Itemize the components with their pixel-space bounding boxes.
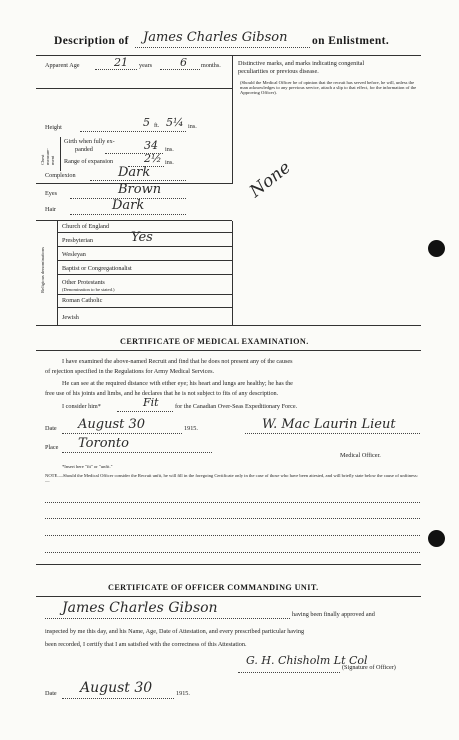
age-months-value: 6 <box>180 56 187 69</box>
age-years-unit: years <box>139 62 153 69</box>
officer-line2: inspected by me this day, and his Name, Age, Date of Attestation, and every prescribed particular having <box>45 628 305 635</box>
religion-baptist: Baptist or Congregationalist <box>62 265 132 272</box>
complexion-value: Dark <box>118 165 151 180</box>
title-name: James Charles Gibson <box>143 30 288 45</box>
religion-other: Other Protestants <box>62 279 105 286</box>
chest-range-unit: ins. <box>165 159 174 166</box>
officer-line1-suffix: having been finally approved and <box>292 611 375 618</box>
medical-para2-line2: free use of his joints and limbs, and he declares that he is not subject to fits of any description. <box>45 390 279 397</box>
distinctive-marks-note: (Should the Medical Officer be of opinion that the recruit has served before, he will, unless the man acknowledges to any previous service, attach a slip to that effect, for the information of the Approving Officer). <box>240 80 417 96</box>
medical-consider-suffix: for the Canadian Over-Seas Expeditionary Force. <box>175 403 298 410</box>
officer-name-value: James Charles Gibson <box>62 600 218 616</box>
medical-para1-line1: I have examined the above-named Recruit and find that he does not present any of the causes <box>62 358 293 365</box>
height-in-unit: ins. <box>188 123 197 130</box>
age-years-value: 21 <box>114 56 128 69</box>
medical-place-value: Toronto <box>78 436 129 451</box>
hair-label: Hair <box>45 206 56 213</box>
religion-other-note: (Denomination to be stated.) <box>62 287 115 292</box>
religion-side-label: Religious denominations <box>40 247 45 293</box>
eyes-label: Eyes <box>45 190 58 197</box>
medical-date-value: August 30 <box>78 417 146 432</box>
medical-fit-value: Fit <box>143 396 159 409</box>
chest-girth-label-2: panded <box>75 146 93 153</box>
medical-para1-line2: of rejection specified in the Regulations for Army Medical Services. <box>45 368 215 375</box>
punch-hole-bottom <box>428 530 445 547</box>
eyes-value: Brown <box>118 182 162 197</box>
height-value: 5 <box>143 116 150 129</box>
officer-line3: been recorded, I certify that I am satisfied with the correctness of this Attestation. <box>45 641 247 648</box>
medical-officer-label: Medical Officer. <box>340 452 381 459</box>
chest-range-value: 2½ <box>144 152 162 165</box>
officer-heading: CERTIFICATE OF OFFICER COMMANDING UNIT. <box>108 583 319 592</box>
chest-girth-value: 34 <box>144 139 158 152</box>
religion-wesleyan: Wesleyan <box>62 251 86 258</box>
age-label: Apparent Age <box>45 62 80 69</box>
distinctive-marks-label-2: peculiarities or previous disease. <box>238 68 319 75</box>
chest-side-label: Chest measure-ment <box>40 148 56 165</box>
religion-presbyterian-value: Yes <box>131 230 153 245</box>
medical-year: 1915. <box>184 425 198 432</box>
complexion-label: Complexion <box>45 172 76 179</box>
religion-roman-catholic: Roman Catholic <box>62 297 103 304</box>
religion-jewish: Jewish <box>62 314 79 321</box>
religion-presbyterian: Presbyterian <box>62 237 93 244</box>
hair-value: Dark <box>112 198 145 213</box>
chest-range-label: Range of expansion <box>64 158 114 165</box>
age-months-unit: months. <box>201 62 221 69</box>
religion-church-of-england: Church of England <box>62 223 110 230</box>
officer-date-label: Date <box>45 690 57 697</box>
medical-signature: W. Mac Laurin Lieut <box>262 417 396 432</box>
officer-signature: G. H. Chisholm Lt Col <box>246 654 368 667</box>
title-prefix: Description of <box>54 35 129 47</box>
height-inches-value: 5¼ <box>166 116 184 129</box>
title-suffix: on Enlistment. <box>312 35 390 47</box>
medical-consider-prefix: I consider him* <box>62 403 101 410</box>
officer-year: 1915. <box>176 690 190 697</box>
chest-girth-unit: ins. <box>165 146 174 153</box>
punch-hole-top <box>428 240 445 257</box>
medical-date-label: Date <box>45 425 57 432</box>
chest-girth-label-1: Girth when fully ex- <box>64 138 115 145</box>
officer-signature-label: (Signature of Officer) <box>342 664 396 671</box>
medical-heading: CERTIFICATE OF MEDICAL EXAMINATION. <box>120 337 309 346</box>
officer-date-value: August 30 <box>80 680 153 696</box>
medical-place-label: Place <box>45 444 59 451</box>
distinctive-marks-value: None <box>246 157 295 202</box>
medical-para2-line1: He can see at the required distance with either eye; his heart and lungs are healthy; he has the <box>62 380 293 387</box>
height-label: Height <box>45 124 62 131</box>
medical-note: NOTE.—Should the Medical Officer consider the Recruit unfit, he will fill in the foregoing Certificate only in the case of those who have been attested, and will briefly state below the cause of unfitness:— <box>45 473 418 484</box>
medical-footnote: *Insert here "fit" or "unfit." <box>62 464 113 469</box>
distinctive-marks-label-1: Distinctive marks, and marks indicating congenital <box>238 60 365 67</box>
height-ft-unit: ft. <box>154 122 160 129</box>
